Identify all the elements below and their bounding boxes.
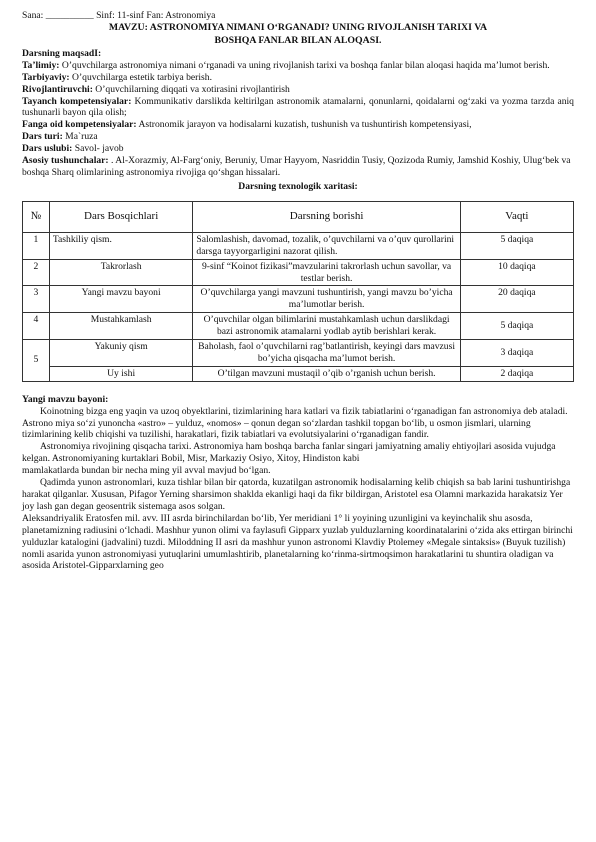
row-time: 2 daqiqa [460,366,573,381]
row-stage: Tashkiliy qism. [49,232,193,259]
table-row [23,313,574,340]
row-stage: Takrorlash [49,259,193,286]
body-paragraph: Aleksandriyalik Eratosfen mil. avv. III asrda birinchilardan bo‘lib, Yer meridiani 1° li yoyining uzunligini va keyinchalik shu asosda, planetamizning radiusini o‘lchadi. Mashhur yunon olimi va faylasufi Gipparx yuzlab yulduzlarning koordinatalarini o‘zida aks ettirgan birinchi yulduzlar katalogini (jadvalini) tuzdi. Miloddning II asri da mashhur yunon astronomi Klavdiy Ptolemey «Megale sintaksis» (Buyuk tuzilish) nomli asarida yunon astronomiyasi yutuqlarini umumlashtirib, planetalarning ko‘rinma-sirtmoqsimon harakatlarini tu shuntira oladigan va asosida Aristotel-Gipparxlarning geo [22,512,573,572]
talimiy-paragraph [22,60,574,72]
col-number-header: № [23,201,50,232]
body-paragraph: Koinotning bizga eng yaqin va uzoq obyektlarini, tizimlarining hara katlari va fizik tabiatlarini o‘rganadigan fan astronomiya deb ataladi. Astrono miya so‘zi yunoncha «astro» – yulduz, «nomos» – qonun degan so‘zlardan tashkil topgan bo‘lib, u osmon jismlari, ularning tizimlarining kelib chiqishi va tuzilishi, harakatlari, fizik tabiatlari va evolutsiyalarini o‘rganadigan fandir. [22,405,568,441]
new-topic-section [22,394,574,573]
body-paragraph: mamlakatlarda bundan bir necha ming yil avval mavjud bo‘lgan. [22,465,271,477]
col-progress-header: Darsning borishi [193,201,460,232]
goals-heading-text: Darsning maqsadI: [22,47,102,59]
row-desc: Baholash, faol o’quvchilarni rag’batlantirish, keyingi dars mavzusi bo’yicha qisqacha ma’lumot berish. [193,340,460,367]
asosiy-label: Asosiy tushunchalar: [22,155,109,167]
table-row [23,232,574,259]
row-stage: Uy ishi [49,366,193,381]
row-stage: Yangi mavzu bayoni [49,286,193,313]
new-topic-heading-text: Yangi mavzu bayoni: [22,393,109,405]
row-desc: 9-sinf “Koinot fizikasi”mavzularini takrorlash uchun savollar, va testlar berish. [193,259,460,286]
row-time: 10 daqiqa [460,259,573,286]
row-desc: O’tilgan mavzuni mustaqil o’qib o’rganish uchun berish. [193,366,460,381]
row-time: 3 daqiqa [460,340,573,367]
row-desc: O’quvchilarga yangi mavzuni tushuntirish, yangi mavzu bo’yicha ma’lumotlar berish. [193,286,460,313]
topic-title-line2: BOSHQA FANLAR BILAN ALOQASI. [214,34,382,46]
uslubi-paragraph [22,143,574,155]
row-time: 5 daqiqa [460,232,573,259]
asosiy-text: . Al-Xorazmiy, Al-Farg‘oniy, Beruniy, Umar Hayyom, Nasriddin Tusiy, Qozizoda Rumiy, Jamshid Koshiy, Ulug‘bek va boshqa Sharq olimlarining astronomiya rivojiga qo‘shgan hissalari. [22,155,571,178]
table-header-row [23,201,574,232]
table-row [23,366,574,381]
topic-title-line1: MAVZU: ASTRONOMIYA NIMANI O‘RGANADI? UNING RIVOJLANISH TARIXI VA [108,21,488,33]
lesson-map-table [22,201,574,382]
map-title: Darsning texnologik xaritasi: [238,180,358,192]
body-paragraph: Astronomiya rivojining qisqacha tarixi. Astronomiya ham boshqa barcha fanlar singari jamiyatning amaliy ehtiyojlari asosida vujudga kelgan. Astronomiyaning kurtaklari Bobil, Misr, Markaziy Osiyo, Xitoy, Hindiston kabi [22,441,556,465]
rivoj-label: Rivojlantiruvchi: [22,83,93,95]
asosiy-paragraph [22,155,574,179]
tarbiyaviy-text: O’quvchilarga estetik tarbiya berish. [69,71,212,83]
talimiy-text: O’quvchilarga astronomiya nimani o‘rganadi va uning rivojlanish tarixi va boshqa fanlar bilan aloqasi haqida ma’lumot berish. [59,59,550,71]
row-time: 20 daqiqa [460,286,573,313]
col-time-header: Vaqti [460,201,573,232]
tarbiyaviy-label: Tarbiyaviy: [22,71,70,83]
row-number: 3 [23,286,50,313]
col-stages-header: Dars Bosqichlari [49,201,193,232]
topic-title-line2-text: BOSHQA FANLAR BILAN ALOQASI [214,34,380,46]
tayanch-text: Kommunikativ darslikda keltirilgan astronomik atamalarni, qonunlarni, qoidalarni og‘zaki va yozma tarzda aniq tushunarli bayon qila olish; [22,95,574,119]
uslubi-label: Dars uslubi: [22,143,73,155]
row-number: 2 [23,259,50,286]
turi-label: Dars turi: [22,131,63,143]
uslubi-text: Savol- javob [72,143,124,155]
rivoj-text: O’quvchilarning diqqati va xotirasini rivojlantirish [92,83,290,95]
body-paragraph: Qadimda yunon astronomlari, kuza tishlar bilan bir qatorda, kuzatilgan astronomik hodisalarning kelib chiqish sa bab larini tushuntirishga harakat qilganlar. Xususan, Pifagor Yerning sharsimon shaklda ekanligi haqi da fikr bildirgan, Aristotel esa Olamni markazida harakatsiz Yer joy lash gan degan geosentrik sistemaga asos solgan. [22,477,571,512]
row-desc: O’quvchilar olgan bilimlarini mustahkamlash uchun darslikdagi bazi astronomik atamalarni yodlab aytib berishlari kerak. [193,313,460,340]
rivoj-paragraph [22,84,574,96]
row-stage: Yakuniy qism [49,340,193,367]
talimiy-label: Ta’limiy: [22,59,60,71]
turi-paragraph [22,131,574,143]
row-number: 1 [23,232,50,259]
row-number: 5 [23,340,50,382]
header-line: Sana: __________ Sinf: 11-sinf Fan: Astronomiya [22,10,216,21]
tayanch-label: Tayanch kompetensiyalar: [22,95,132,107]
fanga-label: Fanga oid kompetensiyalar: [22,119,137,131]
row-stage: Mustahkamlash [49,313,193,340]
table-row [23,286,574,313]
row-time: 5 daqiqa [460,313,573,340]
new-topic-heading [22,394,574,406]
goals-heading [22,48,574,60]
tarbiyaviy-paragraph [22,72,574,84]
table-row [23,340,574,367]
tayanch-paragraph [22,96,574,120]
row-desc: Salomlashish, davomad, tozalik, o’quvchilarni va o’quv qurollarini darsga tayyorgarligini nazorat qilish. [193,232,460,259]
row-number: 4 [23,313,50,340]
turi-text: Ma`ruza [62,131,98,143]
table-row [23,259,574,286]
fanga-text: Astronomik jarayon va hodisalarni kuzatish, tushunish va tushuntirish kompetensiyasi, [136,119,472,131]
fanga-paragraph [22,119,574,131]
